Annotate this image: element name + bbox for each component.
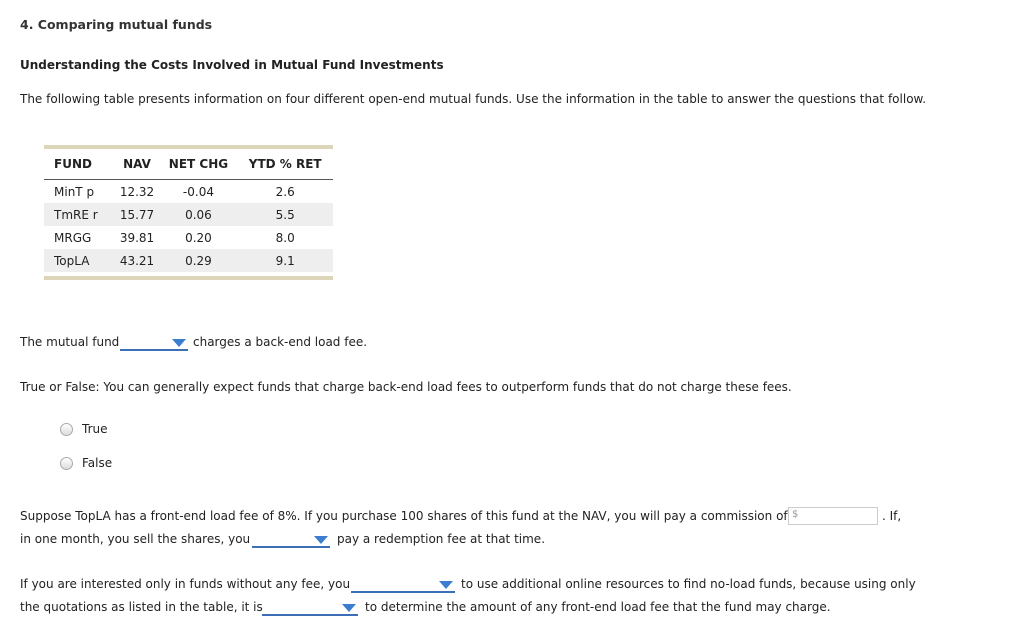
cell-net-chg: 0.20 (185, 230, 212, 245)
chevron-down-icon (314, 536, 328, 544)
commission-input[interactable] (788, 507, 878, 525)
chevron-down-icon (439, 581, 453, 589)
cell-ytd-ret: 2.6 (275, 184, 295, 199)
radio-false-label: False (82, 456, 113, 470)
cell-net-chg: 0.06 (160, 203, 238, 226)
q3-line1-suffix: . If, (882, 509, 902, 523)
cell-ytd-ret: 9.1 (237, 249, 333, 272)
q1-prefix: The mutual fund (20, 335, 120, 349)
table-row (44, 203, 333, 226)
radio-true-label: True (82, 422, 108, 436)
determine-fee-dropdown[interactable] (262, 600, 358, 616)
cell-nav: 12.32 (119, 184, 155, 199)
cell-fund: MRGG (54, 230, 92, 245)
q1-suffix: charges a back-end load fee. (193, 335, 368, 349)
online-resources-dropdown[interactable] (351, 577, 455, 593)
q4-line2-suffix: to determine the amount of any front-end load fee that the fund may charge. (365, 600, 831, 614)
column-header-fund: FUND (44, 149, 114, 180)
chevron-down-icon (172, 339, 186, 347)
table-row (44, 226, 333, 249)
cell-fund: MinT p (54, 184, 95, 199)
q2-prompt: True or False: You can generally expect funds that charge back-end load fees to outperform funds that do not charge these fees. (20, 380, 792, 394)
chevron-down-icon (342, 604, 356, 612)
q4-line2-text: the quotations as listed in the table, it is (20, 600, 263, 614)
cell-nav: 39.81 (119, 230, 155, 245)
intro-text: The following table presents information on four different open-end mutual funds. Use the information in the table to answer the questions that follow. (20, 92, 927, 106)
cell-net-chg: -0.04 (182, 184, 214, 199)
column-header-nav: NAV (114, 149, 159, 180)
q4-line1-suffix: to use additional online resources to find no-load funds, because using only (461, 577, 916, 591)
table-row (44, 180, 333, 204)
currency-prefix: $ (792, 509, 799, 520)
cell-fund: TmRE r (44, 203, 114, 226)
mutual-fund-table (44, 145, 333, 280)
question-title: 4. Comparing mutual funds (20, 17, 213, 32)
radio-false[interactable] (60, 457, 73, 470)
q3-line2-text: in one month, you sell the shares, you (20, 532, 251, 546)
column-header-ytd-ret: YTD % RET (237, 149, 333, 180)
column-header-net-chg: NET CHG (160, 149, 238, 180)
cell-net-chg: 0.29 (160, 249, 238, 272)
cell-ytd-ret: 5.5 (237, 203, 333, 226)
radio-true[interactable] (60, 423, 73, 436)
fund-dropdown[interactable] (120, 335, 188, 351)
cell-nav: 43.21 (114, 249, 159, 272)
q3-line1-text: Suppose TopLA has a front-end load fee of 8%. If you purchase 100 shares of this fund at the NAV, you will pay a commission of (20, 509, 788, 523)
q4-line1-text: If you are interested only in funds without any fee, you (20, 577, 351, 591)
redemption-fee-dropdown[interactable] (252, 532, 330, 548)
q3-line2-suffix: pay a redemption fee at that time. (337, 532, 546, 546)
cell-ytd-ret: 8.0 (275, 230, 295, 245)
cell-fund: TopLA (44, 249, 114, 272)
table-header-row (44, 149, 333, 180)
section-subtitle: Understanding the Costs Involved in Mutual Fund Investments (20, 58, 444, 72)
cell-nav: 15.77 (114, 203, 159, 226)
table-row (44, 249, 333, 272)
table-bottom-bar (44, 276, 333, 280)
